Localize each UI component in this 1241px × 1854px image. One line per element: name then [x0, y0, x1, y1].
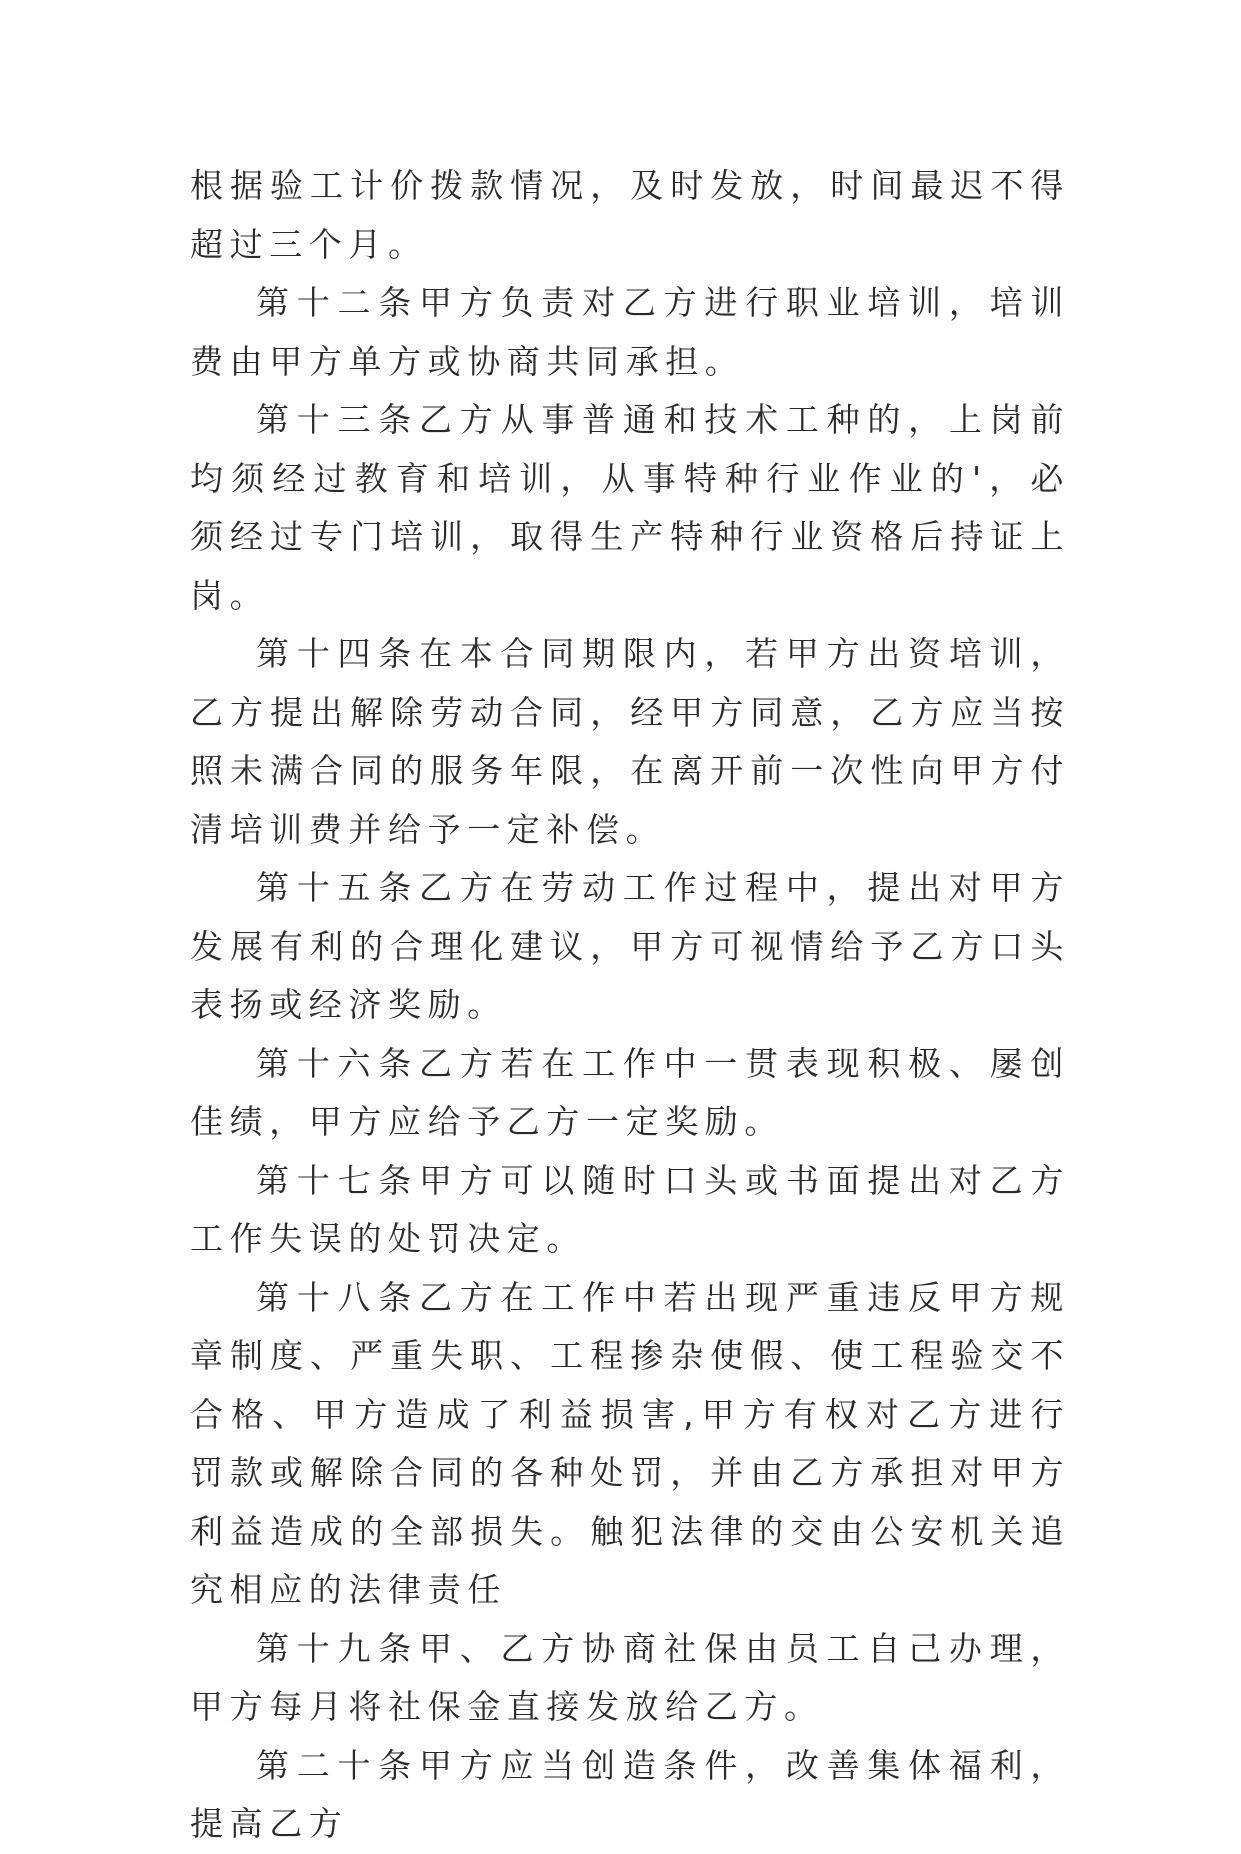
paragraph-article-17: 第十七条甲方可以随时口头或书面提出对乙方工作失误的处罚决定。	[190, 1160, 1070, 1258]
paragraph-continuation: 根据验工计价拨款情况，及时发放，时间最迟不得超过三个月。	[190, 166, 1070, 264]
paragraph-article-12: 第十二条甲方负责对乙方进行职业培训，培训费由甲方单方或协商共同承担。	[190, 283, 1070, 381]
paragraph-article-16: 第十六条乙方若在工作中一贯表现积极、屡创佳绩，甲方应给予乙方一定奖励。	[190, 1043, 1070, 1141]
paragraph-article-15: 第十五条乙方在劳动工作过程中，提出对甲方发展有利的合理化建议，甲方可视情给予乙方口头表扬或经济奖励。	[190, 868, 1070, 1024]
paragraph-article-13: 第十三条乙方从事普通和技术工种的，上岗前均须经过教育和培训，从事特种行业作业的'，必须经过专门培训，取得生产特种行业资格后持证上岗。	[190, 400, 1070, 615]
paragraph-article-19: 第十九条甲、乙方协商社保由员工自己办理，甲方每月将社保金直接发放给乙方。	[190, 1628, 1070, 1726]
paragraph-article-18: 第十八条乙方在工作中若出现严重违反甲方规章制度、严重失职、工程掺杂使假、使工程验交不合格、甲方造成了利益损害,甲方有权对乙方进行罚款或解除合同的各种处罚，并由乙方承担对甲方利益造成的全部损失。触犯法律的交由公安机关追究相应的法律责任	[190, 1277, 1070, 1609]
paragraph-article-20: 第二十条甲方应当创造条件，改善集体福利，提高乙方	[190, 1745, 1070, 1843]
paragraph-article-14: 第十四条在本合同期限内，若甲方出资培训，乙方提出解除劳动合同，经甲方同意，乙方应当按照未满合同的服务年限，在离开前一次性向甲方付清培训费并给予一定补偿。	[190, 634, 1070, 849]
document-body	[190, 157, 1070, 1854]
